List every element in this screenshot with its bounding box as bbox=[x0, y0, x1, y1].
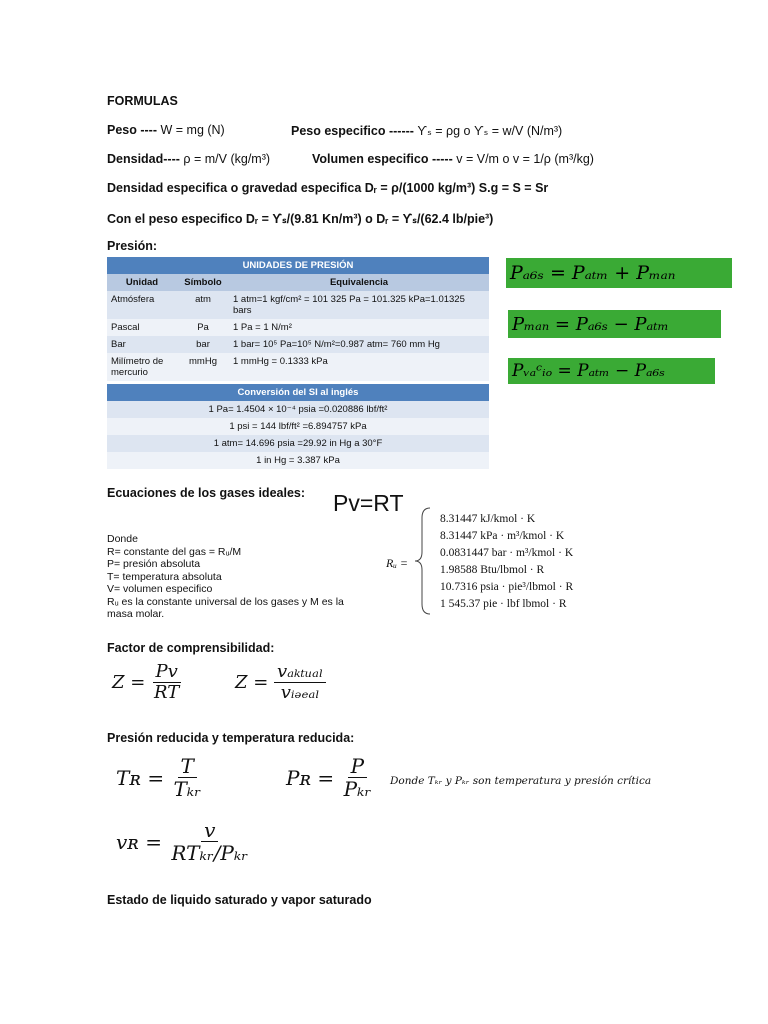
ru-label: Rᵤ = bbox=[386, 556, 408, 570]
table-row bbox=[107, 401, 489, 418]
left-brace-icon bbox=[412, 506, 434, 616]
units-col-header: Símbolo bbox=[184, 277, 222, 288]
table-cell: Pa bbox=[197, 322, 209, 333]
peso-formula: W = mg (N) bbox=[160, 123, 225, 137]
units-col-header: Unidad bbox=[125, 277, 159, 288]
peso-especifico-label: Peso especifico ------ bbox=[291, 124, 414, 138]
z-actual-ideal-equation bbox=[235, 663, 326, 703]
compresibilidad-heading: Factor de comprensibilidad: bbox=[107, 641, 275, 655]
saturado-heading: Estado de liquido saturado y vapor saturado bbox=[107, 893, 372, 907]
ru-value: 8.31447 kJ/kmol · K bbox=[440, 513, 536, 525]
numerator: P bbox=[348, 756, 367, 778]
denominator: RT bbox=[154, 681, 180, 703]
table-cell: 1 bar= 10⁵ Pa=10⁵ N/m²=0.987 atm= 760 mm Hg bbox=[233, 339, 440, 350]
pressure-units-table bbox=[107, 257, 489, 381]
presion-heading: Presión: bbox=[107, 239, 158, 253]
vr-equation bbox=[116, 820, 251, 864]
critical-note: Donde Tₖᵣ y Pₖᵣ son temperatura y presión crítica bbox=[390, 775, 652, 787]
table-cell: atm bbox=[195, 294, 211, 305]
table-cell: 1 in Hg = 3.387 kPa bbox=[256, 455, 340, 466]
donde-line: Donde bbox=[107, 533, 138, 545]
p-abs-formula: Pₐ₆ₛ = Pₐₜₘ + Pₘₐₙ bbox=[506, 258, 732, 288]
table-cell: bar bbox=[196, 339, 210, 350]
table-cell: 1 mmHg = 0.1333 kPa bbox=[233, 356, 328, 367]
numerator: vₐₖₜᵤₐₗ bbox=[274, 663, 326, 683]
numerator: Pv bbox=[153, 663, 181, 683]
denominator: vᵢₔₑₐₗ bbox=[280, 681, 320, 703]
ru-value: 1.98588 Btu/lbmol · R bbox=[440, 564, 545, 576]
ideal-gas-heading: Ecuaciones de los gases ideales: bbox=[107, 486, 306, 500]
tr-equation bbox=[116, 756, 204, 800]
fraction bbox=[274, 663, 326, 703]
table-cell: Atmósfera bbox=[111, 294, 155, 305]
table-cell: 1 Pa= 1.4504 × 10⁻⁴ psia =0.020886 lbf/ft² bbox=[208, 404, 388, 415]
eq-lhs: Z = bbox=[112, 672, 146, 694]
conversion-table-title: Conversión del SI al inglés bbox=[107, 384, 489, 401]
table-row bbox=[107, 452, 489, 469]
denominator: RTₖᵣ/Pₖᵣ bbox=[171, 841, 249, 865]
table-cell: 1 atm= 14.696 psia =29.92 in Hg a 30°F bbox=[213, 438, 383, 449]
ru-value: 1 545.37 pie · lbf lbmol · R bbox=[440, 598, 567, 610]
table-row bbox=[107, 319, 489, 336]
peso-especifico-line bbox=[291, 123, 562, 138]
table-row bbox=[107, 291, 489, 319]
table-row bbox=[107, 435, 489, 452]
volumen-especifico-formula: v = V/m o v = 1/ρ (m³/kg) bbox=[456, 152, 594, 166]
table-row bbox=[107, 336, 489, 353]
table-cell: 1 atm=1 kgf/cm² = 101 325 Pa = 101.325 kPa=1.01325 bars bbox=[233, 294, 465, 316]
fraction bbox=[170, 756, 204, 800]
con-peso-line: Con el peso especifico Dᵣ = ϒₛ/(9.81 Kn/m³) o Dᵣ = ϒₛ/(62.4 lb/pie³) bbox=[107, 212, 494, 226]
fraction bbox=[151, 663, 182, 703]
ru-value: 8.31447 kPa · m³/kmol · K bbox=[440, 530, 565, 542]
table-cell: 1 psi = 144 lbf/ft² =6.894757 kPa bbox=[229, 421, 367, 432]
fraction bbox=[341, 756, 375, 800]
donde-line: T= temperatura absoluta bbox=[107, 570, 222, 583]
volumen-especifico-line bbox=[312, 152, 594, 166]
donde-block bbox=[107, 533, 344, 621]
table-cell: Bar bbox=[111, 339, 126, 350]
peso-especifico-formula: ϒₛ = ρg o ϒₛ = w/V (N/m³) bbox=[417, 124, 563, 138]
densidad-line bbox=[107, 152, 270, 166]
table-row bbox=[107, 353, 489, 381]
numerator: T bbox=[178, 756, 197, 778]
reducida-heading: Presión reducida y temperatura reducida: bbox=[107, 731, 355, 745]
fraction bbox=[168, 820, 251, 864]
ru-value: 10.7316 psia · pie³/lbmol · R bbox=[440, 581, 574, 593]
ru-values bbox=[440, 511, 573, 613]
table-row bbox=[107, 418, 489, 435]
denominator: Tₖᵣ bbox=[173, 777, 202, 801]
ideal-gas-equation: Pv=RT bbox=[333, 490, 404, 516]
densidad-formula: ρ = m/V (kg/m³) bbox=[183, 152, 271, 166]
formulas-heading: FORMULAS bbox=[107, 94, 178, 108]
eq-lhs: vʀ = bbox=[116, 830, 163, 854]
eq-lhs: Z = bbox=[235, 672, 269, 694]
eq-lhs: Tʀ = bbox=[116, 766, 165, 790]
p-vacio-formula: Pᵥₐᶜᵢₒ = Pₐₜₘ − Pₐ₆ₛ bbox=[508, 358, 715, 384]
densidad-label: Densidad---- bbox=[107, 152, 180, 166]
p-man-formula: Pₘₐₙ = Pₐ₆ₛ − Pₐₜₘ bbox=[508, 310, 721, 338]
peso-line bbox=[107, 123, 225, 137]
densidad-relativa-line: Densidad especifica o gravedad especifica Dᵣ = ρ/(1000 kg/m³) S.g = S = Sr bbox=[107, 181, 549, 195]
table-cell: 1 Pa = 1 N/m² bbox=[233, 322, 292, 333]
numerator: v bbox=[201, 820, 218, 842]
donde-line: V= volumen especifico bbox=[107, 583, 213, 595]
table-cell: Milímetro de mercurio bbox=[111, 356, 164, 378]
donde-line: R= constante del gas = Rᵤ/M bbox=[107, 545, 242, 558]
denominator: Pₖᵣ bbox=[343, 777, 372, 801]
volumen-especifico-label: Volumen especifico ----- bbox=[312, 152, 453, 166]
z-pv-rt-equation bbox=[112, 663, 182, 703]
donde-line: masa molar. bbox=[107, 608, 165, 620]
pr-equation bbox=[286, 756, 374, 800]
conversion-table bbox=[107, 384, 489, 469]
donde-line: Rᵤ es la constante universal de los gases y M es la bbox=[107, 595, 344, 608]
peso-label: Peso ---- bbox=[107, 123, 157, 137]
units-col-header: Equivalencia bbox=[329, 277, 389, 288]
table-cell: mmHg bbox=[189, 356, 217, 367]
table-cell: Pascal bbox=[111, 322, 140, 333]
ru-value: 0.0831447 bar · m³/kmol · K bbox=[440, 547, 574, 559]
donde-line: P= presión absoluta bbox=[107, 558, 201, 570]
units-table-title: UNIDADES DE PRESIÓN bbox=[107, 257, 489, 274]
eq-lhs: Pʀ = bbox=[286, 766, 335, 790]
